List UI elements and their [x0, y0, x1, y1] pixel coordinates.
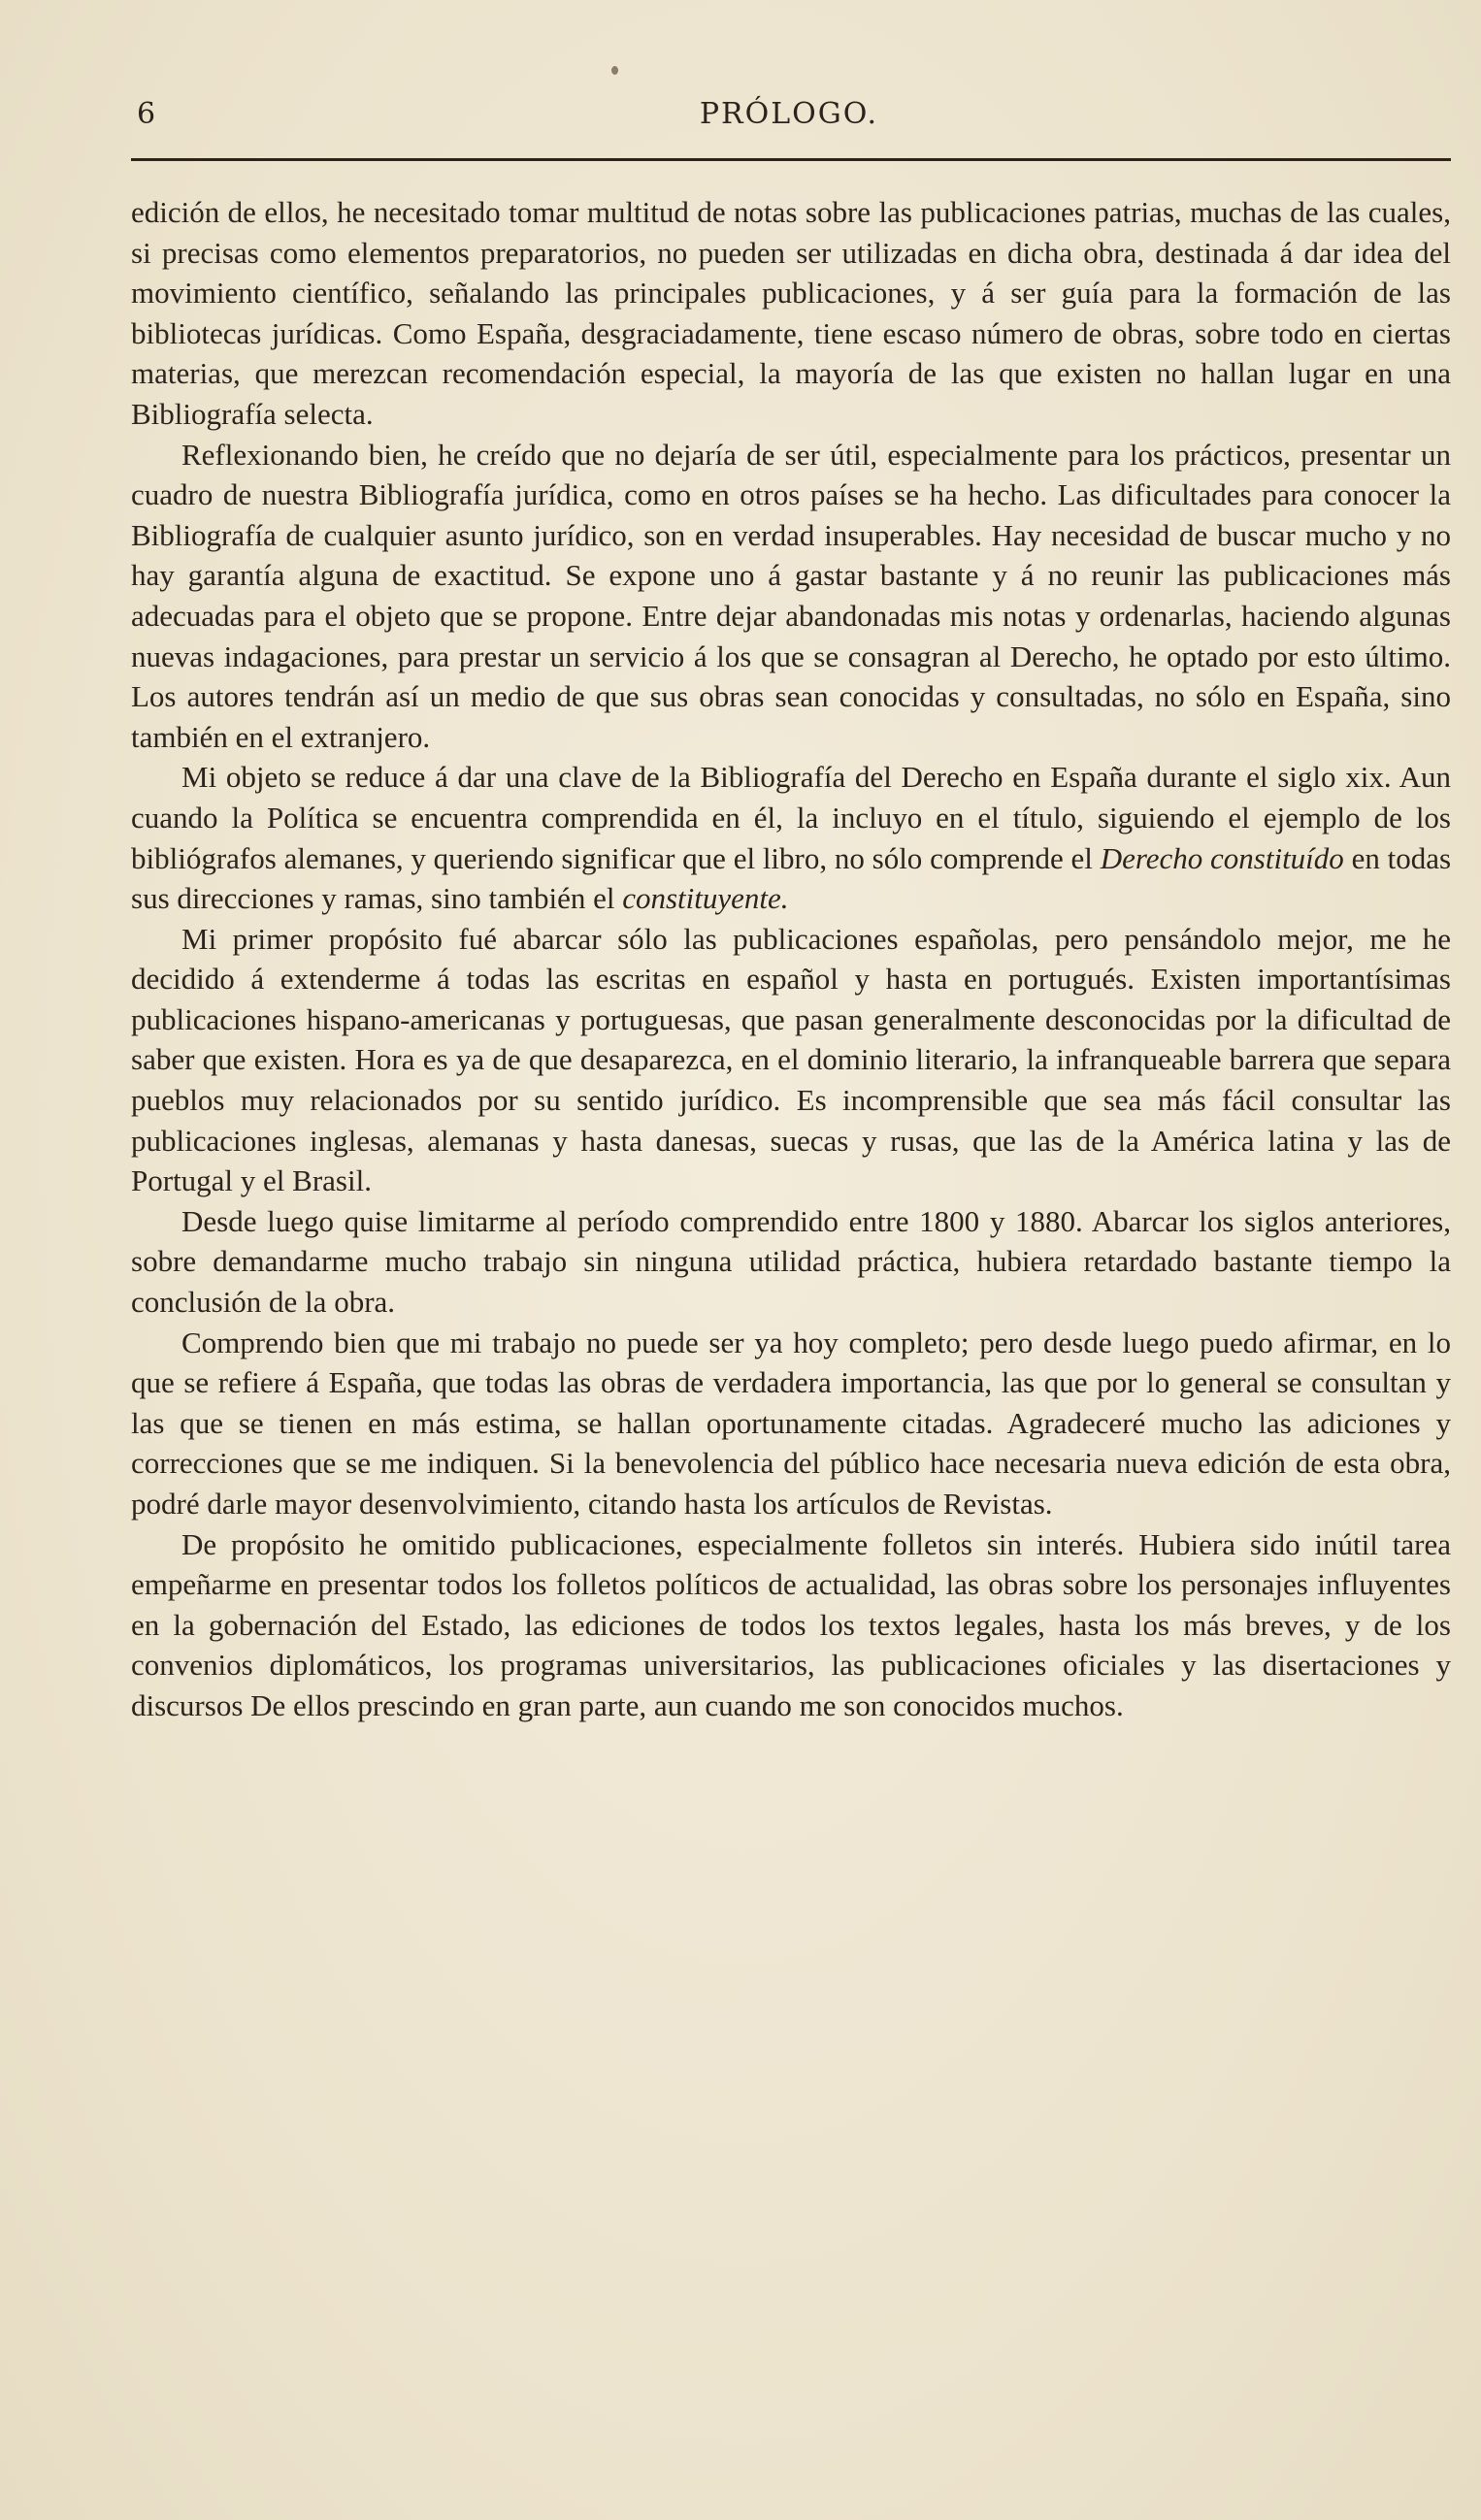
paragraph-3-part-a: Mi objeto se reduce á dar una clave de la Bibliografía del Derecho en España durante el siglo xix. Aun cuando la Política se encuentra comprendida en él, la incluyo en el título, siguiendo el ejemplo de los bibliógrafos alemanes, y queriendo significar que el libro, no sólo comprende el: [131, 760, 1451, 875]
page-header: [129, 97, 1449, 155]
running-head: PRÓLOGO.: [699, 97, 879, 131]
paragraph-4: Mi primer propósito fué abarcar sólo las publicaciones españolas, pero pensándolo mejor, me he decidido á extenderme á todas las escritas en español y hasta en portugués. Existen importantísimas publicaciones hispano-americanas y portuguesas, que pasan generalmente desconocidas por la dificultad de saber que existen. Hora es ya de que desaparezca, en el dominio literario, la infranqueable barrera que separa pueblos muy relacionados por su sentido jurídico. Es incomprensible que sea más fácil consultar las publicaciones inglesas, alemanas y hasta danesas, suecas y rusas, que las de la América latina y las de Portugal y el Brasil.: [131, 921, 1451, 1198]
paragraph-2: Reflexionando bien, he creído que no dejaría de ser útil, especialmente para los prácticos, presentar un cuadro de nuestra Bibliografía jurídica, como en otros países se ha hecho. Las dificultades para conocer la Bibliografía de cualquier asunto jurídico, son en verdad insuperables. Hay necesidad de buscar mucho y no hay garantía alguna de exactitud. Se expone uno á gastar bastante y á no reunir las publicaciones más adecuadas para el objeto que se propone. Entre dejar abandonadas mis notas y ordenarlas, haciendo algunas nuevas indagaciones, para prestar un servicio á los que se consagran al Derecho, he optado por esto último. Los autores tendrán así un medio de que sus obras sean conocidas y consultadas, no sólo en España, sino también en el extranjero.: [131, 437, 1451, 754]
header-rule: [131, 158, 1451, 161]
paragraph-3-part-b: en todas sus direcciones y ramas, sino también el: [131, 840, 1452, 916]
body-text: [131, 192, 1451, 1726]
paragraph-3: [131, 757, 1451, 918]
page-number: 6: [137, 97, 157, 131]
paragraph-3-italic-2: constituyente.: [622, 881, 789, 916]
paragraph-3-italic-1: Derecho constituído: [1100, 840, 1344, 875]
paragraph-1: edición de ellos, he necesitado tomar multitud de notas sobre las publicaciones patrias, muchas de las cuales, si precisas como elementos preparatorios, no pueden ser utilizadas en dicha obra, destinada á dar idea del movimiento científico, señalando las principales publicaciones, y á ser guía para la formación de las bibliotecas jurídicas. Como España, desgraciadamente, tiene escaso número de obras, sobre todo en ciertas materias, que merezcan recomendación especial, la mayoría de las que existen no hallan lugar en una Bibliografía selecta.: [131, 195, 1451, 431]
paragraph-5: Desde luego quise limitarme al período comprendido entre 1800 y 1880. Abarcar los siglos anteriores, sobre demandarme mucho trabajo sin ninguna utilidad práctica, hubiera retardado bastante tiempo la conclusión de la obra.: [131, 1203, 1451, 1320]
paragraph-6: Comprendo bien que mi trabajo no puede ser ya hoy completo; pero desde luego puedo afirmar, en lo que se refiere á España, que todas las obras de verdadera importancia, las que por lo general se consultan y las que se tienen en más estima, se hallan oportunamente citadas. Agradeceré mucho las adiciones y correcciones que se me indiquen. Si la benevolencia del público hace necesaria nueva edición de esta obra, podré darle mayor desenvolvimiento, citando hasta los artículos de Revistas.: [131, 1325, 1451, 1521]
ink-speck: [611, 66, 618, 75]
paragraph-7: De propósito he omitido publicaciones, especialmente folletos sin interés. Hubiera sido inútil tarea empeñarme en presentar todos los folletos políticos de actualidad, las obras sobre los personajes influyentes en la gobernación del Estado, las ediciones de todos los textos legales, hasta los más breves, y de los convenios diplomáticos, los programas universitarios, las publicaciones oficiales y las disertaciones y discursos De ellos prescindo en gran parte, aun cuando me son conocidos muchos.: [131, 1526, 1451, 1722]
